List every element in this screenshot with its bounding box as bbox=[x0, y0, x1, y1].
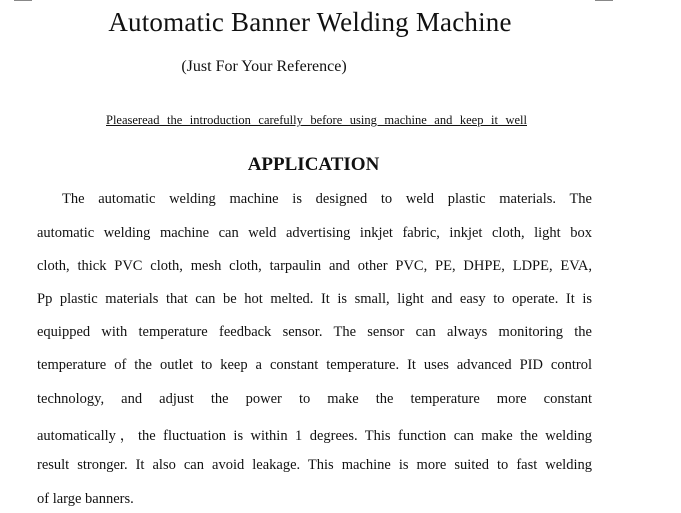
section-heading-application: APPLICATION bbox=[247, 154, 380, 175]
body-line-8: automatically，the fluctuation is within 1 degrees. This function can make the welding bbox=[37, 428, 592, 444]
usage-notice: Pleaseread the introduction carefully before using machine and keep it well bbox=[106, 113, 527, 127]
body-line-10: of large banners. bbox=[37, 491, 134, 507]
page-corner-mark-right bbox=[595, 0, 613, 1]
body-line-2: automatic welding machine can weld advertising inkjet fabric, inkjet cloth, light box bbox=[37, 225, 592, 241]
body-line-4: Pp plastic materials that can be hot melted. It is small, light and easy to operate. It is bbox=[37, 291, 592, 307]
body-line-6: temperature of the outlet to keep a constant temperature. It uses advanced PID control bbox=[37, 357, 592, 373]
body-line-9: result stronger. It also can avoid leakage. This machine is more suited to fast welding bbox=[37, 457, 592, 473]
body-line-7: technology, and adjust the power to make the temperature more constant bbox=[37, 391, 592, 407]
document-title: Automatic Banner Welding Machine bbox=[108, 7, 512, 37]
document-subtitle: (Just For Your Reference) bbox=[181, 58, 347, 75]
page-corner-mark-left bbox=[14, 0, 32, 1]
body-line-1: The automatic welding machine is designed to weld plastic materials. The bbox=[62, 191, 592, 207]
body-line-3: cloth, thick PVC cloth, mesh cloth, tarpaulin and other PVC, PE, DHPE, LDPE, EVA, bbox=[37, 258, 592, 274]
body-line-5: equipped with temperature feedback sensor. The sensor can always monitoring the bbox=[37, 324, 592, 340]
